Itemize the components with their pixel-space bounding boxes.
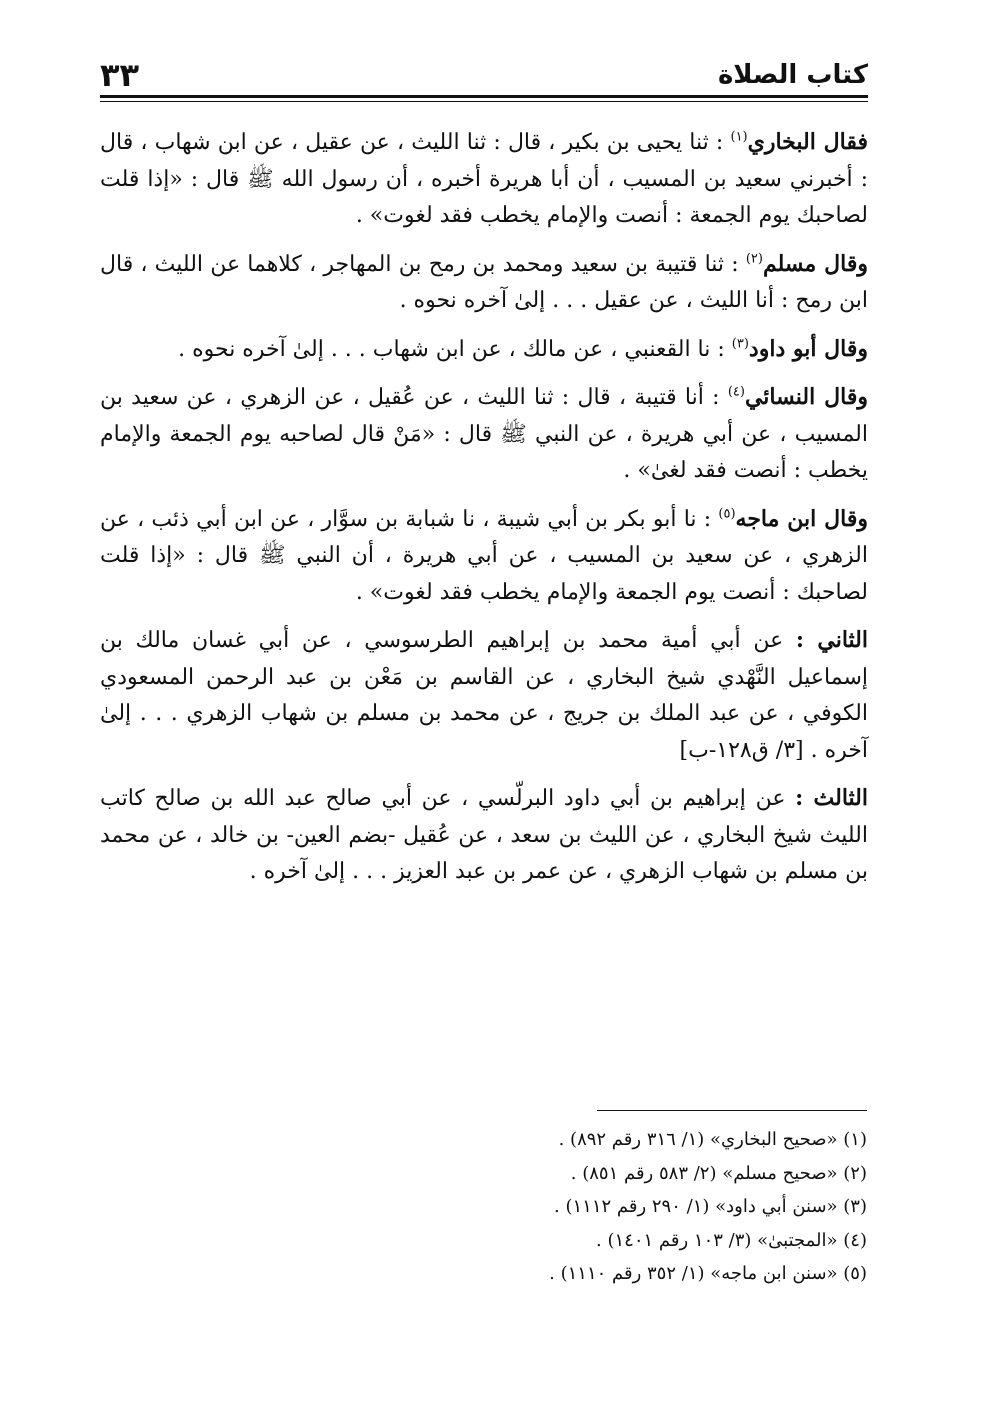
paragraph-text: عن إبراهيم بن أبي داود البرلّسي ، عن أبي صالح عبد الله بن صالح كاتب الليث شيخ البخاري ، عن الليث بن سعد ، عن عُقيل -بضم العين- بن خالد ، عن محمد بن مسلم بن شهاب الزهري ، عن عمر بن عبد العزيز . . . إلىٰ آخره . xyxy=(100,786,868,884)
paragraph-lead: وقال أبو داود xyxy=(748,335,868,362)
paragraph-lead: الثالث : xyxy=(795,785,868,811)
paragraph-bukhari xyxy=(100,124,868,235)
paragraph-text: : نا أبو بكر بن أبي شيبة ، نا شبابة بن سوَّار ، عن ابن أبي ذئب ، عن الزهري ، عن سعيد بن المسيب ، عن أبي هريرة ، أن النبي ﷺ قال : «إذا قلت لصاحبك : أنصت يوم الجمعة والإمام يخطب فقد لغوت» . xyxy=(100,506,868,605)
paragraph-lead: وقال النسائي xyxy=(744,384,868,410)
footnote-2: (٢) «صحيح مسلم» (٢/ ٥٨٣ رقم ٨٥١) . xyxy=(570,1162,867,1184)
paragraph-abu-dawud xyxy=(100,331,868,369)
paragraph-ibn-majah xyxy=(100,501,868,612)
footnote-mark: (٢) xyxy=(745,251,763,267)
footnote-5: (٥) «سنن ابن ماجه» (١/ ٣٥٢ رقم ١١١٠) . xyxy=(549,1263,867,1284)
paragraph-lead: وقال مسلم xyxy=(762,250,869,277)
paragraph-third xyxy=(100,780,868,891)
paragraph-second xyxy=(100,622,868,769)
book-title: كتاب الصلاة xyxy=(717,60,868,90)
page-header xyxy=(100,56,868,96)
paragraph-text: : ثنا يحيى بن بكير ، قال : ثنا الليث ، عن عقيل ، عن ابن شهاب ، قال : أخبرني سعيد بن المسيب ، أن أبا هريرة أخبره ، أن رسول الله ﷺ قال : «إذا قلت لصاحبك يوم الجمعة : أنصت والإمام يخطب فقد لغوت» . xyxy=(100,130,868,228)
paragraph-lead: وقال ابن ماجه xyxy=(735,505,868,532)
paragraph-text: عن أبي أمية محمد بن إبراهيم الطرسوسي ، عن أبي غسان مالك بن إسماعيل النَّهْدي شيخ البخاري ، عن القاسم بن مَعْن بن عبد الرحمن المسعودي الكوفي ، عن عبد الملك بن جريج ، عن محمد بن مسلم بن شهاب الزهري . . . إلىٰ آخره . [٣/ ق١٢٨-ب] xyxy=(100,628,868,763)
footnote-mark: (٣) xyxy=(731,336,749,352)
footnotes xyxy=(420,1125,867,1293)
paragraph-text: : أنا قتيبة ، قال : ثنا الليث ، عن عُقيل ، عن الزهري ، عن سعيد بن المسيب ، عن أبي هريرة ، عن النبي ﷺ قال : «مَنْ قال لصاحبه يوم الجمعة والإمام يخطب : أنصت فقد لغىٰ» . xyxy=(100,385,868,483)
footnote-4: (٤) «المجتبىٰ» (٣/ ١٠٣ رقم ١٤٠١) . xyxy=(596,1229,867,1251)
footnote-3: (٣) «سنن أبي داود» (١/ ٢٩٠ رقم ١١١٢) . xyxy=(554,1196,867,1217)
footnote-mark: (١) xyxy=(730,129,748,145)
body-text xyxy=(100,124,868,902)
paragraph-text: : ثنا قتيبة بن سعيد ومحمد بن رمح بن المهاجر ، كلاهما عن الليث ، قال ابن رمح : أنا الليث ، عن عقيل . . . إلىٰ آخره نحوه . xyxy=(100,251,868,313)
paragraph-nasai xyxy=(100,379,868,490)
paragraph-lead: فقال البخاري xyxy=(747,129,868,155)
footnote-mark: (٤) xyxy=(727,384,745,400)
paragraph-text: : نا القعنبي ، عن مالك ، عن ابن شهاب . . . إلىٰ آخره نحوه . xyxy=(178,336,732,362)
footnote-1: (١) «صحيح البخاري» (١/ ٣١٦ رقم ٨٩٢) . xyxy=(558,1129,867,1150)
page-number: ٣٣ xyxy=(100,56,140,94)
header-rule-thick xyxy=(100,95,868,98)
paragraph-lead: الثاني : xyxy=(795,627,868,653)
footnote-rule xyxy=(597,1110,867,1111)
footnote-mark: (٥) xyxy=(718,506,736,522)
paragraph-muslim xyxy=(100,246,868,320)
header-rule-thin xyxy=(100,101,868,102)
